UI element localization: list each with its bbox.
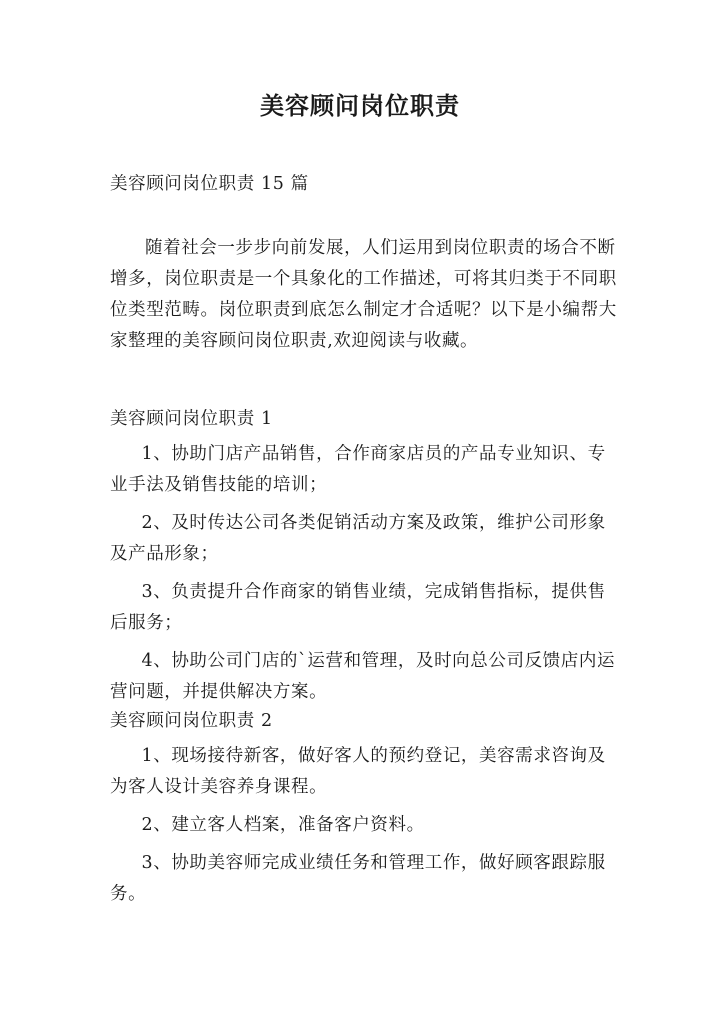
list-item: 3、负责提升合作商家的销售业绩，完成销售指标，提供售后服务； bbox=[110, 582, 606, 633]
list-item: 4、协助公司门店的`运营和管理，及时向总公司反馈店内运营问题，并提供解决方案。 bbox=[110, 651, 616, 702]
section-heading: 美容顾问岗位职责 1 bbox=[110, 409, 273, 429]
document-subtitle: 美容顾问岗位职责 15 篇 bbox=[110, 174, 309, 194]
list-item: 2、建立客人档案，准备客户资料。 bbox=[141, 815, 425, 835]
list-item: 3、协助美容师完成业绩任务和管理工作，做好顾客跟踪服务。 bbox=[110, 853, 606, 904]
section-1 bbox=[110, 407, 620, 708]
list-item: 1、协助门店产品销售，合作商家店员的产品专业知识、专业手法及销售技能的培训； bbox=[110, 444, 606, 495]
intro-paragraph: 随着社会一步步向前发展，人们运用到岗位职责的场合不断增多，岗位职责是一个具象化的工作描述，可将其归类于不同职位类型范畴。岗位职责到底怎么制定才合适呢？以下是小编帮大家整理的美容顾问岗位职责,欢迎阅读与收藏。 bbox=[110, 238, 617, 351]
section-heading: 美容顾问岗位职责 2 bbox=[110, 711, 273, 731]
list-item: 1、现场接待新客，做好客人的预约登记，美容需求咨询及为客人设计美容养身课程。 bbox=[110, 746, 606, 797]
section-2 bbox=[110, 709, 620, 910]
page-title: 美容顾问岗位职责 bbox=[260, 91, 460, 120]
list-item: 2、及时传达公司各类促销活动方案及政策，维护公司形象及产品形象； bbox=[110, 513, 606, 564]
